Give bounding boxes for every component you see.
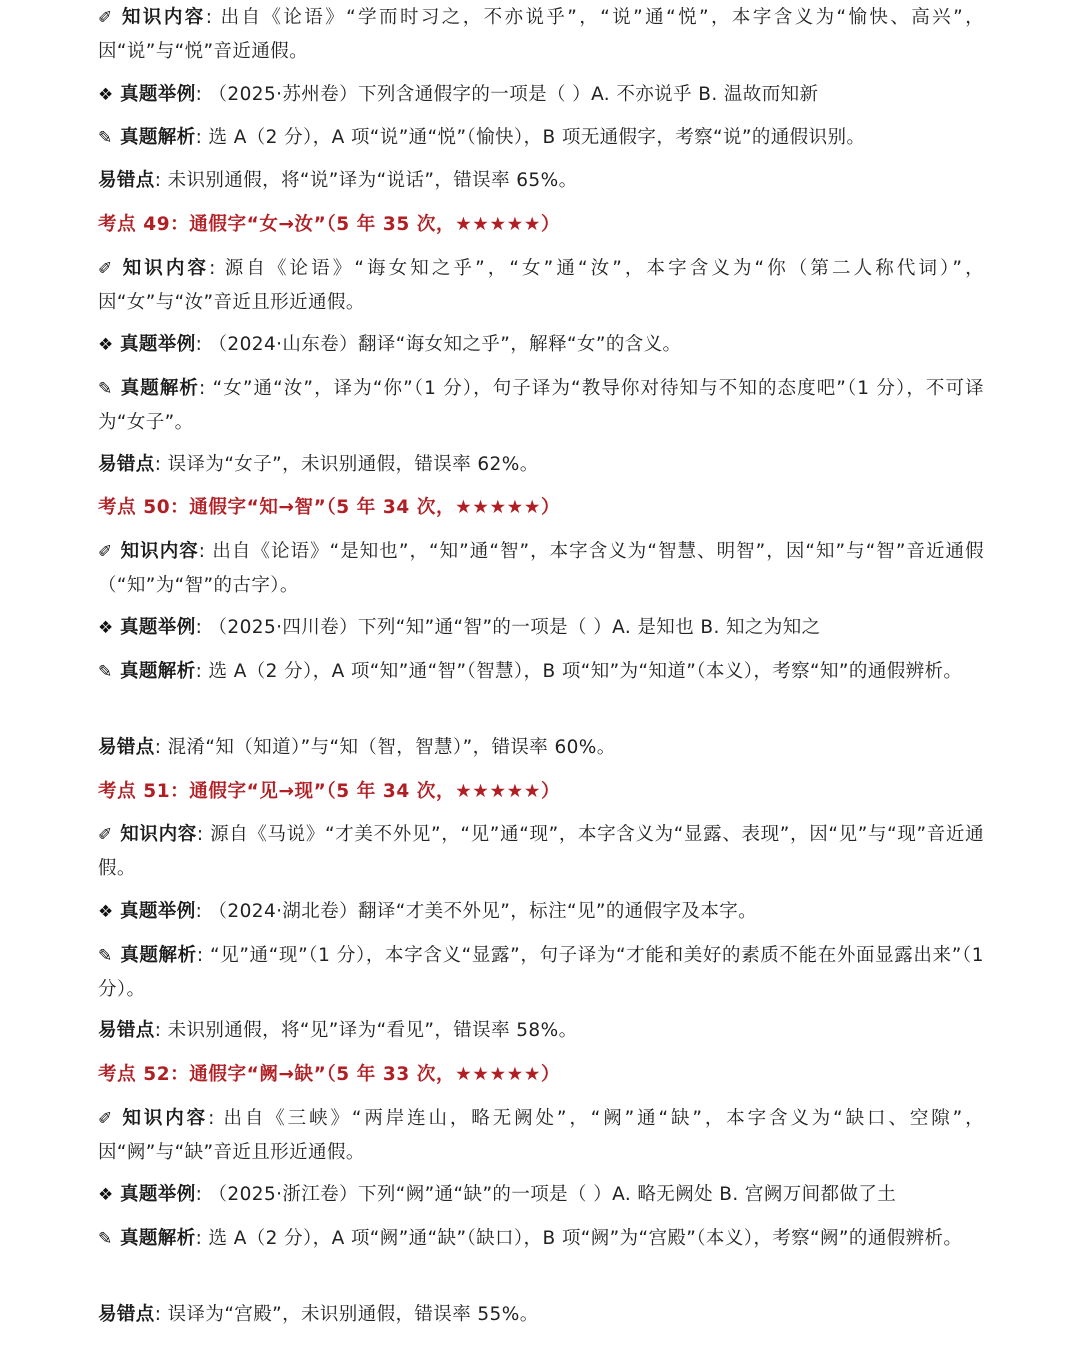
- diamond-icon: ❖: [98, 335, 114, 355]
- diamond-icon: ❖: [98, 85, 114, 105]
- error-paragraph: 易错点: 未识别通假，将“见”译为“看见”，错误率 58%。: [98, 1020, 578, 1041]
- example-paragraph: ❖ 真题举例: （2025·浙江卷）下列“阙”通“缺”的一项是（ ）A. 略无阙处 B. 宫阙万间都做了土: [98, 1178, 984, 1212]
- pen-icon: ✎: [98, 662, 113, 682]
- pencil-icon: ✐: [98, 8, 113, 28]
- point-heading: 考点 49：通假字“女→汝”（5 年 35 次，★★★★★）: [98, 214, 561, 235]
- pencil-icon: ✐: [98, 1109, 113, 1129]
- example-paragraph: ❖ 真题举例: （2025·四川卷）下列“知”通“智”的一项是（ ）A. 是知也 B. 知之为知之: [98, 611, 984, 645]
- analysis-paragraph: ✎ 真题解析: 选 A（2 分），A 项“说”通“悦”（愉快），B 项无通假字，考察“说”的通假识别。: [98, 121, 984, 155]
- example-paragraph: ❖ 真题举例: （2025·苏州卷）下列含通假字的一项是（ ）A. 不亦说乎 B. 温故而知新: [98, 78, 984, 112]
- pencil-icon: ✐: [98, 825, 113, 845]
- pencil-icon: ✐: [98, 542, 113, 562]
- knowledge-paragraph: ✐ 知识内容: 出自《论语》“学而时习之，不亦说乎”，“说”通“悦”，本字含义为“愉快、高兴”，因“说”与“悦”音近通假。: [98, 1, 984, 68]
- knowledge-paragraph: ✐ 知识内容: 出自《三峡》“两岸连山，略无阙处”，“阙”通“缺”，本字含义为“缺口、空隙”，因“阙”与“缺”音近且形近通假。: [98, 1102, 984, 1169]
- error-paragraph: 易错点: 误译为“女子”，未识别通假，错误率 62%。: [98, 454, 539, 475]
- example-paragraph: ❖ 真题举例: （2024·湖北卷）翻译“才美不外见”，标注“见”的通假字及本字。: [98, 895, 984, 929]
- diamond-icon: ❖: [98, 1185, 114, 1205]
- point-heading: 考点 52：通假字“阙→缺”（5 年 33 次，★★★★★）: [98, 1064, 561, 1085]
- error-paragraph: 易错点: 未识别通假，将“说”译为“说话”，错误率 65%。: [98, 170, 578, 191]
- pen-icon: ✎: [98, 946, 113, 966]
- knowledge-paragraph: ✐ 知识内容: 出自《论语》“是知也”，“知”通“智”，本字含义为“智慧、明智”，因“知”与“智”音近通假（“知”为“智”的古字）。: [98, 535, 984, 602]
- example-paragraph: ❖ 真题举例: （2024·山东卷）翻译“诲女知之乎”，解释“女”的含义。: [98, 328, 984, 362]
- pen-icon: ✎: [98, 1229, 113, 1249]
- analysis-paragraph: ✎ 真题解析: “女”通“汝”，译为“你”（1 分），句子译为“教导你对待知与不知的态度吧”（1 分），不可译为“女子”。: [98, 372, 984, 439]
- analysis-paragraph: ✎ 真题解析: 选 A（2 分），A 项“知”通“智”（智慧），B 项“知”为“知道”（本义），考察“知”的通假辨析。: [98, 655, 984, 689]
- point-heading: 考点 51：通假字“见→现”（5 年 34 次，★★★★★）: [98, 781, 561, 802]
- error-paragraph: 易错点: 混淆“知（知道）”与“知（智，智慧）”，错误率 60%。: [98, 737, 616, 758]
- analysis-paragraph: ✎ 真题解析: “见”通“现”（1 分），本字含义“显露”，句子译为“才能和美好的素质不能在外面显露出来”（1 分）。: [98, 939, 984, 1006]
- analysis-paragraph: ✎ 真题解析: 选 A（2 分），A 项“阙”通“缺”（缺口），B 项“阙”为“宫殿”（本义），考察“阙”的通假辨析。: [98, 1222, 984, 1256]
- point-heading: 考点 50：通假字“知→智”（5 年 34 次，★★★★★）: [98, 497, 561, 518]
- pencil-icon: ✐: [98, 259, 113, 279]
- pen-icon: ✎: [98, 379, 113, 399]
- knowledge-paragraph: ✐ 知识内容: 源自《论语》“诲女知之乎”，“女”通“汝”，本字含义为“你（第二人称代词）”，因“女”与“汝”音近且形近通假。: [98, 252, 984, 319]
- pen-icon: ✎: [98, 128, 113, 148]
- knowledge-paragraph: ✐ 知识内容: 源自《马说》“才美不外见”，“见”通“现”，本字含义为“显露、表现”，因“见”与“现”音近通假。: [98, 818, 984, 885]
- diamond-icon: ❖: [98, 618, 114, 638]
- diamond-icon: ❖: [98, 902, 114, 922]
- error-paragraph: 易错点: 误译为“宫殿”，未识别通假，错误率 55%。: [98, 1304, 539, 1325]
